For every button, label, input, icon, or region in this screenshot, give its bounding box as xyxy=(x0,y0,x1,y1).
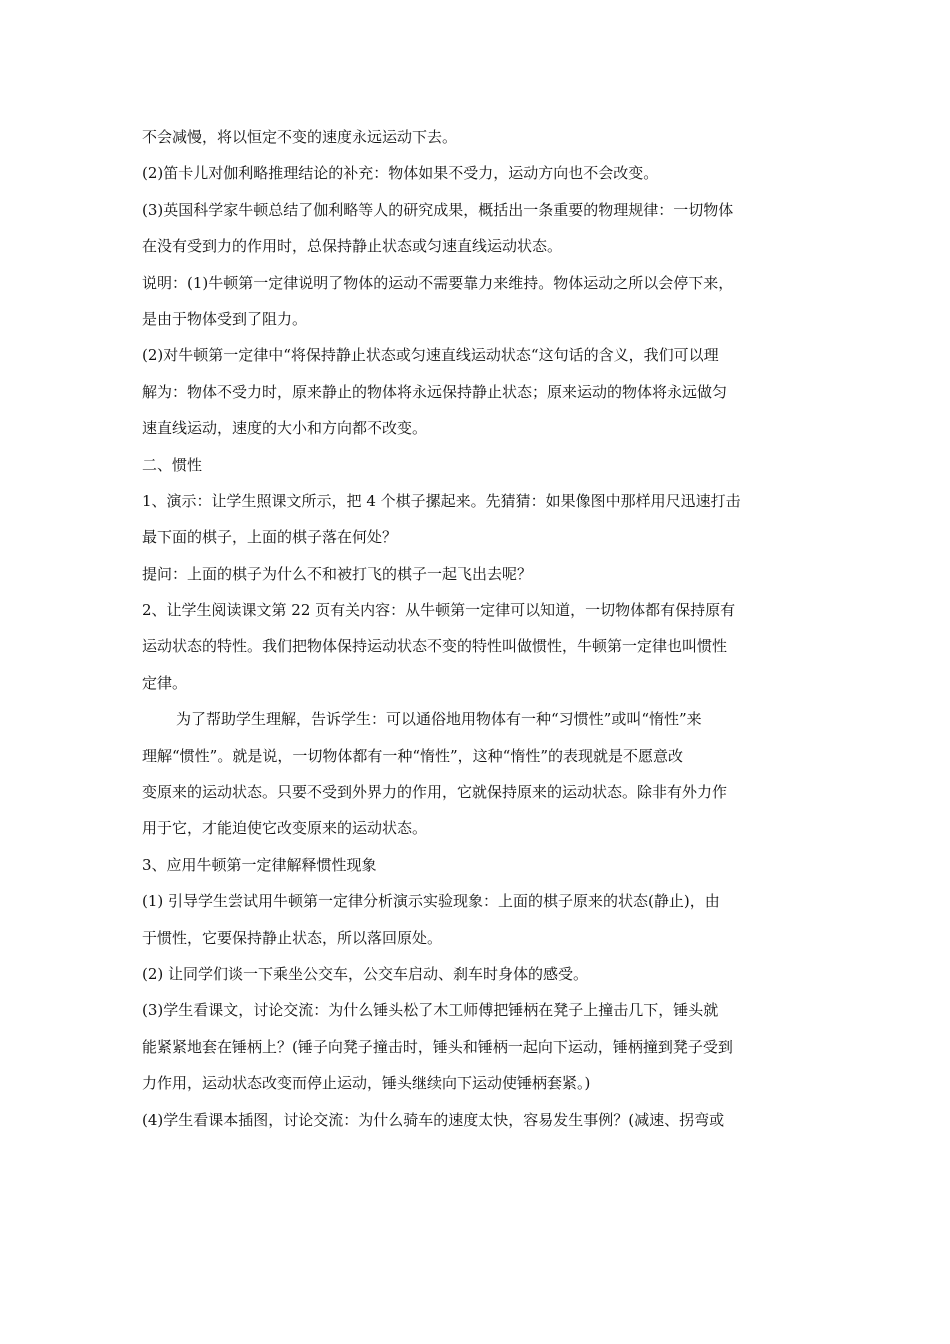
text-line: (1) 引导学生尝试用牛顿第一定律分析演示实验现象：上面的棋子原来的状态(静止)，由 xyxy=(142,892,720,911)
text-line: 3、应用牛顿第一定律解释惯性现象 xyxy=(142,855,377,874)
text-line: 是由于物体受到了阻力。 xyxy=(142,309,308,328)
text-line: 用于它，才能迫使它改变原来的运动状态。 xyxy=(142,819,428,838)
text-line: 提问：上面的棋子为什么不和被打飞的棋子一起飞出去呢？ xyxy=(142,564,533,583)
text-line: 能紧紧地套在锤柄上？(锤子向凳子撞击时，锤头和锤柄一起向下运动，锤柄撞到凳子受到 xyxy=(142,1037,733,1056)
text-line: 在没有受到力的作用时，总保持静止状态或匀速直线运动状态。 xyxy=(142,237,563,256)
text-line: 1、演示：让学生照课文所示，把 4 个棋子摞起来。先猜猜：如果像图中那样用尺迅速打击 xyxy=(142,491,741,510)
text-line: (2) 让同学们谈一下乘坐公交车，公交车启动、刹车时身体的感受。 xyxy=(142,964,589,983)
text-line: 不会减慢，将以恒定不变的速度永远运动下去。 xyxy=(142,128,458,146)
text-line: 为了帮助学生理解，告诉学生：可以通俗地用物体有一种“习惯性”或叫“惰性”来 xyxy=(176,710,702,729)
text-line: (2)笛卡儿对伽利略推理结论的补充：物体如果不受力，运动方向也不会改变。 xyxy=(142,164,659,183)
section-heading: 二、惯性 xyxy=(142,455,203,474)
text-line: 2、让学生阅读课文第 22 页有关内容：从牛顿第一定律可以知道，一切物体都有保持原有 xyxy=(142,601,736,620)
text-line: 运动状态的特性。我们把物体保持运动状态不变的特性叫做惯性，牛顿第一定律也叫惯性 xyxy=(142,637,728,656)
text-line: 说明：(1)牛顿第一定律说明了物体的运动不需要靠力来维持。物体运动之所以会停下来， xyxy=(142,273,734,292)
text-line: (3)学生看课文，讨论交流：为什么锤头松了木工师傅把锤柄在凳子上撞击几下，锤头就 xyxy=(142,1001,719,1020)
text-line: (3)英国科学家牛顿总结了伽利略等人的研究成果，概括出一条重要的物理规律：一切物体 xyxy=(142,200,734,219)
text-line: 速直线运动，速度的大小和方向都不改变。 xyxy=(142,419,428,438)
text-line: 变原来的运动状态。只要不受到外界力的作用，它就保持原来的运动状态。除非有外力作 xyxy=(142,783,728,802)
text-line: 力作用，运动状态改变而停止运动，锤头继续向下运动使锤柄套紧。) xyxy=(142,1074,591,1093)
text-line: 于惯性，它要保持静止状态，所以落回原处。 xyxy=(142,928,443,947)
text-line: 理解“惯性”。就是说，一切物体都有一种“惰性”，这种“惰性”的表现就是不愿意改 xyxy=(142,746,684,765)
text-line: (4)学生看课本插图，讨论交流：为什么骑车的速度太快，容易发生事例？(减速、拐弯或 xyxy=(142,1110,725,1129)
text-line: (2)对牛顿第一定律中“将保持静止状态或匀速直线运动状态“这句话的含义，我们可以理 xyxy=(142,346,719,365)
text-line: 最下面的棋子，上面的棋子落在何处？ xyxy=(142,528,398,547)
text-line: 定律。 xyxy=(142,673,188,692)
document-body xyxy=(142,126,812,1145)
text-line: 解为：物体不受力时，原来静止的物体将永远保持静止状态；原来运动的物体将永远做匀 xyxy=(142,382,728,401)
